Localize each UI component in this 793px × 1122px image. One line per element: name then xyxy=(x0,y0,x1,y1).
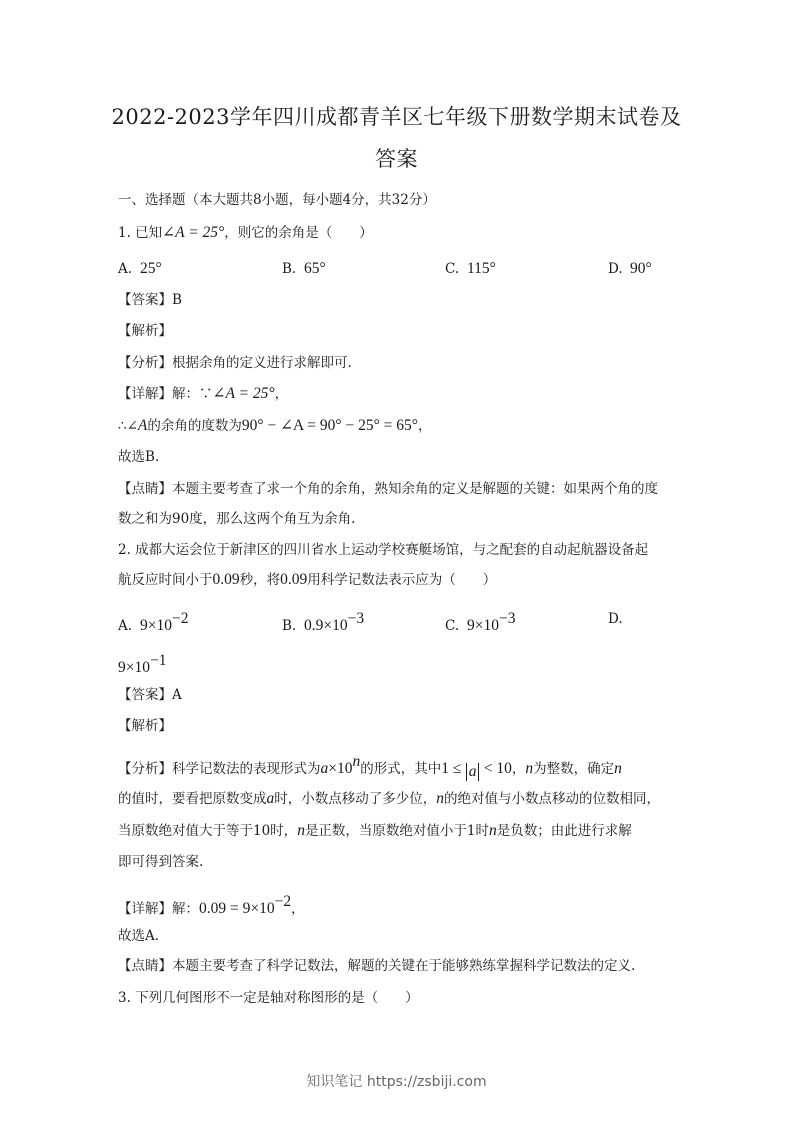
question-2-stem-line1: 2. 成都大运会位于新津区的四川省水上运动学校赛艇场馆，与之配套的自动起航器设备起 xyxy=(118,542,649,558)
question-2-xiangjie: 【详解】解：$0.09 = 9\times 10^{-2}$， xyxy=(118,893,305,917)
document-title-line2: 答案 xyxy=(375,147,418,171)
question-2-analysis-heading: 【解析】 xyxy=(118,718,172,734)
question-2-fenxi-line4: 即可得到答案. xyxy=(118,854,204,870)
question-2-choice: 故选A. xyxy=(118,928,160,944)
absolute-value: a xyxy=(466,763,480,781)
question-1-analysis-heading: 【解析】 xyxy=(118,323,172,339)
question-1-therefore: ∴∠A的余角的度数为90° − ∠A = 90° − 25° = 65°， xyxy=(118,417,432,434)
question-1-stem: 1. 已知∠A = 25°，则它的余角是（ ） xyxy=(118,224,373,241)
question-1-fenxi: 【分析】根据余角的定义进行求解即可. xyxy=(118,355,352,371)
question-2-option-a: A. $9\times 10^{-2}$ xyxy=(118,610,189,634)
question-1-xiangjie: 【详解】解：∵∠A = 25°， xyxy=(118,385,289,402)
question-1-option-d: D. 90° xyxy=(608,260,652,277)
question-1-option-b: B. 65° xyxy=(282,260,326,277)
question-3-stem: 3. 下列几何图形不一定是轴对称图形的是（ ） xyxy=(118,990,419,1006)
question-2-option-c: C. $9\times 10^{-3}$ xyxy=(445,610,516,634)
document-title-line1: 2022-2023学年四川成都青羊区七年级下册数学期末试卷及 xyxy=(111,105,682,129)
question-1-option-c: C. 115° xyxy=(445,260,496,277)
footer-watermark: 知识笔记 https://zsbiji.com xyxy=(306,1074,487,1090)
section-heading: 一、选择题（本大题共8小题，每小题4分，共32分） xyxy=(118,192,436,208)
question-1-dianjing-line2: 数之和为90度，那么这两个角互为余角. xyxy=(118,511,356,527)
question-2-fenxi-line3: 当原数绝对值大于等于10时，n是正数，当原数绝对值小于1时n是负数；由此进行求解 xyxy=(118,822,632,839)
question-1-dianjing-line1: 【点睛】本题主要考查了求一个角的余角，熟知余角的定义是解题的关键：如果两个角的度 xyxy=(118,481,658,497)
question-1-choice: 故选B. xyxy=(118,449,160,465)
question-2-option-d-value: $9\times 10^{-1}$ xyxy=(118,652,167,676)
question-2-stem-line2: 航反应时间小于0.09秒，将0.09用科学记数法表示应为（ ） xyxy=(118,571,497,588)
question-2-fenxi-line2: 的值时，要看把原数变成a时，小数点移动了多少位，n的绝对值与小数点移动的位数相同， xyxy=(118,790,660,807)
question-2-dianjing: 【点睛】本题主要考查了科学记数法，解题的关键在于能够熟练掌握科学记数法的定义. xyxy=(118,958,636,974)
question-2-option-d: D. xyxy=(608,611,623,627)
question-1-answer: 【答案】B xyxy=(118,292,182,308)
question-2-answer: 【答案】A xyxy=(118,687,182,703)
math-expression: ∠A = 25° xyxy=(162,224,225,241)
question-2-fenxi-line1: 【分析】科学记数法的表现形式为$a\times 10^n$的形式，其中1 ≤ a < 10，n为整数，确定n xyxy=(118,753,622,780)
question-1-option-a: A. 25° xyxy=(118,260,162,277)
question-2-option-b: B. $0.9\times 10^{-3}$ xyxy=(282,610,365,634)
